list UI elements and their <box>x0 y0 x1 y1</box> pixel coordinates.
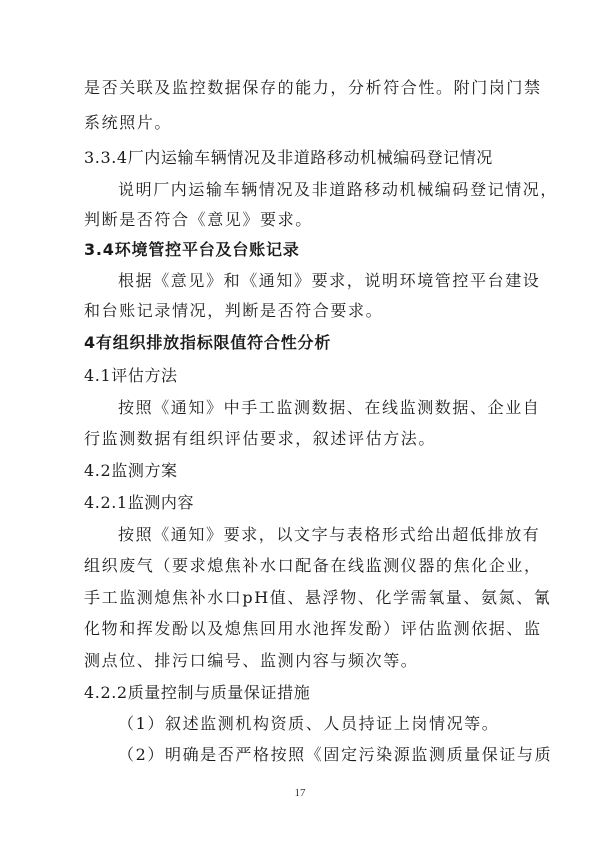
chapter-heading-4: 4有组织排放指标限值符合性分析 <box>84 333 332 352</box>
section-heading-4-2-1: 4.2.1监测内容 <box>84 493 195 512</box>
section-heading-4-2: 4.2监测方案 <box>84 461 178 480</box>
body-text-line: 根据《意见》和《通知》要求，说明环境管控平台建设 <box>118 271 541 290</box>
section-heading-4-2-2: 4.2.2质量控制与质量保证措施 <box>84 683 311 702</box>
section-heading-4-1: 4.1评估方法 <box>84 366 178 385</box>
body-text-line: 按照《通知》中手工监测数据、在线监测数据、企业自 <box>118 398 541 417</box>
list-item: （1）叙述监测机构资质、人员持证上岗情况等。 <box>118 714 500 733</box>
section-heading-3-4: 3.4环境管控平台及台账记录 <box>84 240 300 259</box>
body-text-line: 系统照片。 <box>84 113 173 132</box>
body-text-line: 化物和挥发酚以及熄焦回用水池挥发酚）评估监测依据、监 <box>84 619 542 638</box>
body-text-line: 判断是否符合《意见》要求。 <box>84 210 313 229</box>
body-text-line: 组织废气（要求熄焦补水口配备在线监测仪器的焦化企业， <box>84 556 542 575</box>
body-text-line: 测点位、排污口编号、监测内容与频次等。 <box>84 651 419 670</box>
body-text-line: 是否关联及监控数据保存的能力，分析符合性。附门岗门禁 <box>84 78 542 97</box>
page-number: 17 <box>294 787 306 799</box>
section-heading-3-3-4: 3.3.4厂内运输车辆情况及非道路移动机械编码登记情况 <box>84 148 493 167</box>
body-text-line: 手工监测熄焦补水口pH值、悬浮物、化学需氧量、氨氮、氰 <box>84 588 552 607</box>
body-text-line: 按照《通知》要求，以文字与表格形式给出超低排放有 <box>118 525 541 544</box>
body-text-line: 行监测数据有组织评估要求，叙述评估方法。 <box>84 429 437 448</box>
body-text-line: 和台账记录情况，判断是否符合要求。 <box>84 301 384 320</box>
list-item: （2）明确是否严格按照《固定污染源监测质量保证与质 <box>118 745 553 764</box>
body-text-line: 说明厂内运输车辆情况及非道路移动机械编码登记情况， <box>118 180 559 199</box>
